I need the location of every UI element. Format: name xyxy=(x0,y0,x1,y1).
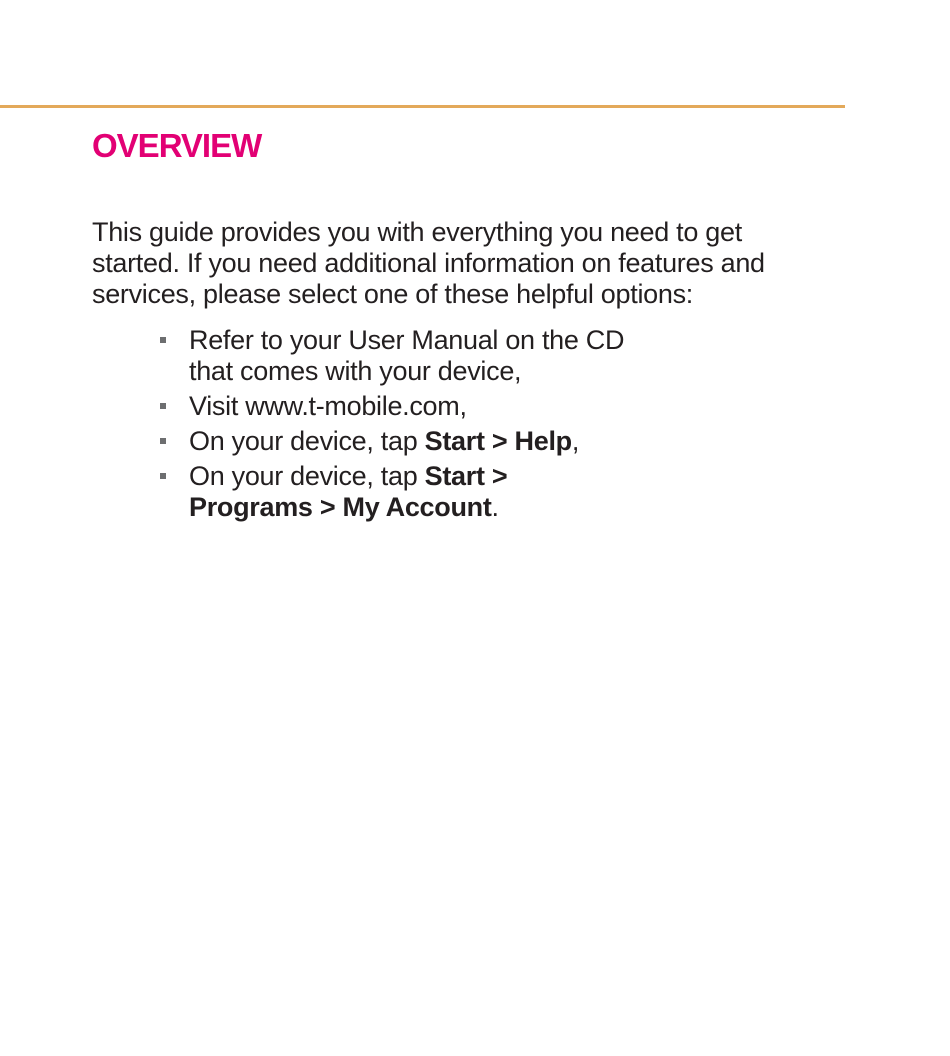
option-prefix: On your device, tap xyxy=(189,426,425,456)
bullet-icon xyxy=(160,403,166,409)
option-line: that comes with your device, xyxy=(189,356,522,386)
bullet-icon xyxy=(160,337,166,343)
option-text xyxy=(189,426,579,456)
options-list xyxy=(160,325,720,527)
option-line: Refer to your User Manual on the CD xyxy=(189,325,625,355)
intro-line: services, please select one of these helpful options: xyxy=(92,279,693,309)
option-prefix: On your device, tap xyxy=(189,461,425,491)
intro-paragraph xyxy=(92,217,812,310)
bullet-icon xyxy=(160,473,166,479)
option-text xyxy=(189,461,507,522)
list-item xyxy=(160,391,720,422)
menu-path: Start > Help xyxy=(424,426,572,456)
page-title: OVERVIEW xyxy=(92,127,262,164)
list-item xyxy=(160,325,720,387)
intro-line: started. If you need additional information on features and xyxy=(92,248,765,278)
option-text: Visit www.t-mobile.com, xyxy=(189,391,467,421)
menu-path: Programs > My Account xyxy=(189,492,492,522)
option-suffix: . xyxy=(491,492,499,522)
header-rule xyxy=(0,105,845,108)
list-item xyxy=(160,461,720,523)
menu-path: Start > xyxy=(424,461,508,491)
intro-line: This guide provides you with everything you need to get xyxy=(92,217,742,247)
option-suffix: , xyxy=(571,426,580,456)
bullet-icon xyxy=(160,438,166,444)
option-text xyxy=(189,325,624,386)
list-item xyxy=(160,426,720,457)
